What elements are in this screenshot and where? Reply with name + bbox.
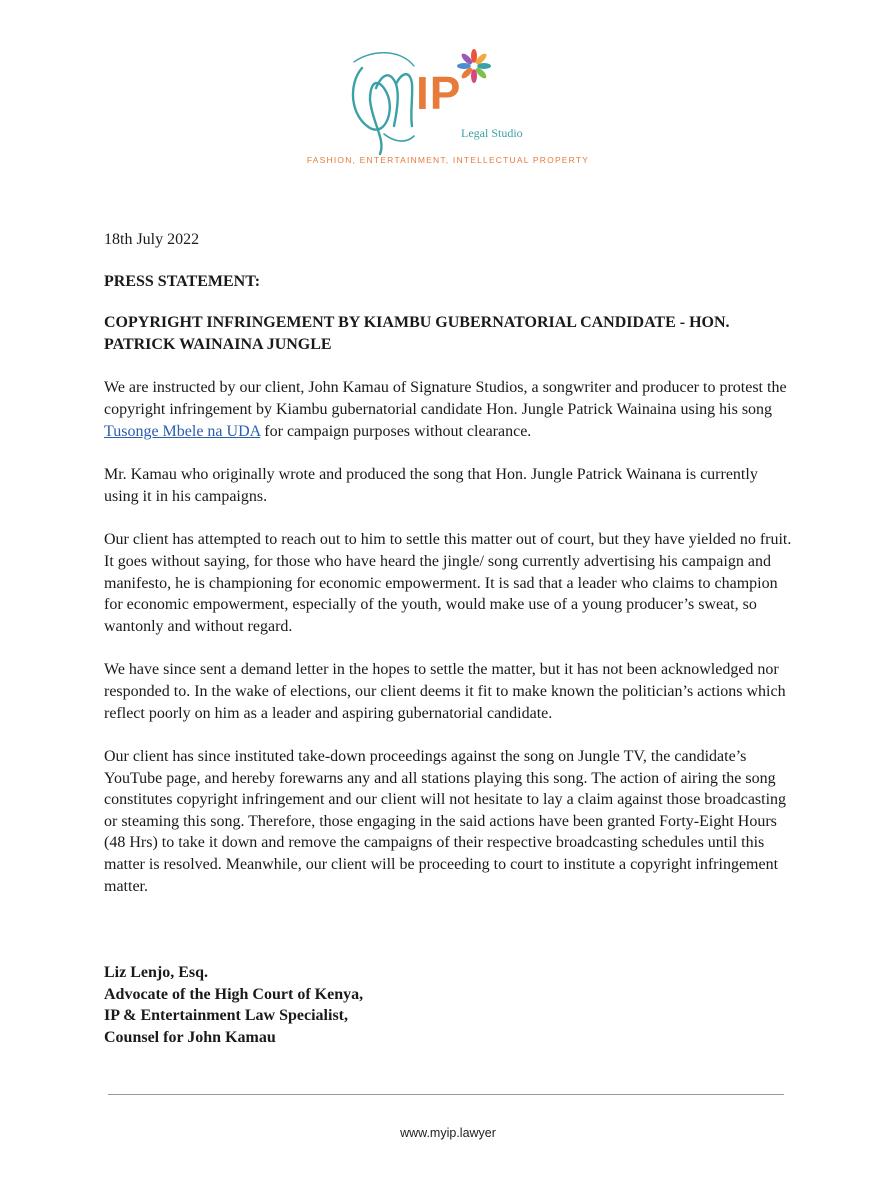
signatory-role-3: Counsel for John Kamau [104, 1028, 276, 1046]
signatory-name: Liz Lenjo, Esq. [104, 964, 209, 981]
myip-logo [340, 44, 580, 172]
song-link[interactable]: Tusonge Mbele na UDA [104, 422, 261, 440]
paragraph-5: Our client has since instituted take-down proceedings against the song on Jungle TV, the candidate’s YouTube page, and hereby forewarns any and all stations playing this song. The action of airing the song constitutes copyright infringement and our client will not hesitate to lay a claim against those broadcasting or steaming this song. Therefore, those engaging in the said actions have been granted Forty-Eight Hours (48 Hrs) to take it down and remove the campaigns of their respective broadcasting schedules until this matter is resolved. Meanwhile, our client will be proceeding to court to institute a copyright infringement matter. [104, 748, 787, 895]
paragraph-3: Our client has attempted to reach out to him to settle this matter out of court, but they have yielded no fruit. It goes without saying, for those who have heard the jingle/ song currently advertising his campaign and manifesto, he is championing for economic empowerment. It is sad that a leader who claims to champion for economic empowerment, especially of the youth, would make use of a young producer’s sweat, so wantonly and without regard. [104, 531, 792, 635]
letter-body [104, 229, 794, 919]
logo-ip-text: IP [416, 67, 462, 119]
logo-tagline: FASHION, ENTERTAINMENT, INTELLECTUAL PROPERTY [306, 155, 590, 165]
paragraph-2: Mr. Kamau who originally wrote and produced the song that Hon. Jungle Patrick Wainana is currently using it in his campaigns. [104, 466, 758, 505]
letter-heading: PRESS STATEMENT: [104, 272, 261, 290]
signatory-role-1: Advocate of the High Court of Kenya, [104, 985, 364, 1003]
footer-website: www.myip.lawyer [400, 1126, 496, 1140]
logo-subtitle: Legal Studio [461, 126, 523, 140]
paragraph-4: We have since sent a demand letter in the hopes to settle the matter, but it has not been acknowledged nor responded to. In the wake of elections, our client deems it fit to make known the politician’s actions which reflect poorly on him as a leader and aspiring gubernatorial candidate. [104, 661, 786, 722]
signature-block [104, 962, 704, 1048]
paragraph-1-text-start: We are instructed by our client, John Kamau of Signature Studios, a songwriter and producer to protest the copyright infringement by Kiambu gubernatorial candidate Hon. Jungle Patrick Wainaina using his song [104, 379, 787, 418]
footer-divider [108, 1094, 784, 1095]
letter-date: 18th July 2022 [104, 231, 200, 248]
paragraph-1 [104, 377, 794, 442]
paragraph-1-text-end: for campaign purposes without clearance. [260, 422, 532, 440]
letter-title: COPYRIGHT INFRINGEMENT BY KIAMBU GUBERNATORIAL CANDIDATE - HON. PATRICK WAINAINA JUNGLE [104, 314, 730, 353]
signatory-role-2: IP & Entertainment Law Specialist, [104, 1007, 348, 1025]
